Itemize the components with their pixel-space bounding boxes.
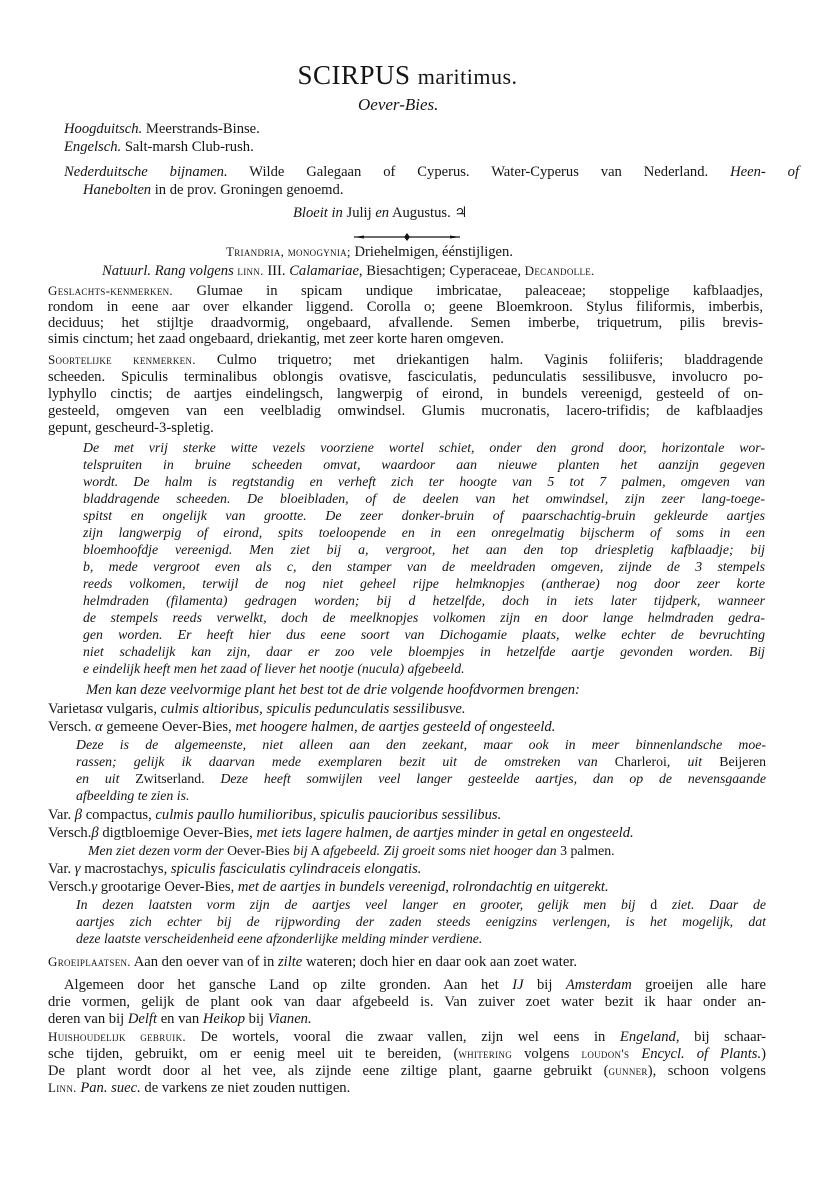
variety-beta-dutch: Versch.β digtbloemige Oever-Bies, met iets lagere halmen, de aartjes minder in getal en ongesteeld. [48,825,634,841]
name-dutch-line2: Hanebolten in de prov. Groningen genoemd. [83,182,344,198]
perennial-symbol: ♃ [454,205,468,221]
description-line: de stempels reeds verwelkt, doch de meelknopjes volkomen zijn en door lange helmdraden gedra- [83,610,765,625]
household-use-line2: sche tijden, gebruikt, om er eenig meel uit te bereiden, (whitering volgens loudon's Encycl. of Plants.) [48,1046,766,1062]
species-characters-line3: lyphyllo cinctis; de aartjes eindelingsch, langwerpig of eirond, in bundels vereenigd, gesteeld of on- [48,386,763,402]
description-line: niet schadelijk kan zijn, daar er zoo vele bloempjes in hetzelfde aartje gevonden worden. Bij [83,644,765,659]
description-line: gen worden. Er heeft hier dus eene soort van Dichogamie plaats, welke echter de bevruchting [83,627,765,642]
description-line: reeds volkomen, terwijl de nog niet geheel rijpe helmknopjes (antherae) nog door zeer korte [83,576,765,591]
description-line: wordt. De halm is regtstandig en verheft zich ter hoogte van 5 tot 7 palmen, omgeven van [83,474,765,489]
variety-gamma-note-line: In dezen laatsten vorm zijn de aartjes veel langer en grooter, gelijk men bij d ziet. Daar de [76,897,766,912]
habitat-line1: Groeiplaatsen. Aan den oever van of in zilte wateren; doch hier en daar ook aan zoet water. [48,954,578,970]
common-name: Oever-Bies. [358,95,439,114]
flowering-time: Bloeit in Julij en Augustus. ♃ [293,205,468,221]
description-line: bladdragende scheeden. De bloeibladen, of de deelen van het omwindsel, zijn zeer lang-toege- [83,491,765,506]
name-english: Engelsch. Salt-marsh Club-rush. [64,139,254,155]
genus-characters-label: Geslachts-kenmerken. [48,283,173,298]
variety-alpha-note-line: Deze is de algemeenste, niet alleen aan den zeekant, maar ook in meer binnenlandsche moe- [76,737,766,752]
variety-alpha-dutch: Versch. α gemeene Oever-Bies, met hoogere halmen, de aartjes gesteeld of ongesteeld. [48,719,556,735]
household-use-line4: Linn. Pan. suec. de varkens ze niet zouden nuttigen. [48,1080,351,1096]
variety-beta-latin: Var. β compactus, culmis paullo humilioribus, spiculis paucioribus sessilibus. [48,807,502,823]
habitat-line2: Algemeen door het gansche Land op zilte gronden. Aan het IJ bij Amsterdam groeijen alle hare [64,977,766,993]
habitat-line3: drie vormen, gelijk de plant ook van daar afgebeeld is. Van zuiver zoet water bezit ik haar onder an- [48,994,766,1010]
classification-line2: Natuurl. Rang volgens linn. III. Calamariae, Biesachtigen; Cyperaceae, Decandolle. [102,263,595,279]
description-line: helmdraden (filamenta) gedragen worden; bij d hetzelfde, doch in iets later tijdperk, wanneer [83,593,765,608]
variety-alpha-note-line: rassen; gelijk ik daarvan mede exemplaren bezit uit de omstreken van Charleroi, uit Beijeren [76,754,766,769]
species-characters-line4: gesteeld, omgeven van een veelbladig omwindsel. Glumis mucronatis, lacero-trifidis; de kafblaadjes [48,403,763,419]
genus-characters-line4: simis cinctum; het zaad ongebaard, driekantig, met zeer korte haren omgeven. [48,331,504,347]
genus-name: SCIRPUS [297,60,411,90]
variety-gamma-dutch: Versch.γ grootarige Oever-Bies, met de aartjes in bundels vereenigd, rolrondachtig en uitgerekt. [48,879,609,895]
household-use-line1: Huishoudelijk gebruik. De wortels, vooral die zwaar vallen, zijn wel eens in Engeland, bij schaar- [48,1029,767,1045]
variety-gamma-note-line: aartjes zich echter bij de rijpwording der zaden steeds eenigzins verlengen, is het mogelijk, dat [76,914,766,929]
habitat-label: Groeiplaatsen. [48,954,131,969]
household-use-line3: De plant wordt door al het vee, als zijnde eene ziltige plant, gaarne gebruikt (gunner), schoon volgens [48,1063,766,1079]
variety-alpha-note-line: afbeelding te zien is. [76,788,190,803]
variety-beta-note: Men ziet dezen vorm der Oever-Bies bij A afgebeeld. Zij groeit soms niet hooger dan 3 palmen. [88,843,615,858]
page-title [0,62,815,89]
genus-characters-line1: Geslachts-kenmerken. Glumae in spicam undique imbricatae, paleaceae; stoppelige kafblaadjes, [48,283,763,299]
description-line: e eindelijk heeft men het zaad of liever het nootje (nucula) afgebeeld. [83,661,465,676]
variety-gamma-note-line: deze laatste verscheidenheid eene afzonderlijke melding minder verdiene. [76,931,483,946]
description-line: De met vrij sterke witte vezels voorziene wortel schiet, onder den grond door, horizontale wor- [83,440,765,455]
variety-alpha-note-line: en uit Zwitserland. Deze heeft somwijlen veel langer gesteelde aartjes, dan op de nevensgaande [76,771,766,786]
name-high-german: Hoogduitsch. Meerstrands-Binse. [64,121,260,137]
description-line: spitst en ongelijk van grootte. De zeer donker-bruin of paarschachtig-bruin gekleurde aartjes [83,508,765,523]
species-characters-line5: gepunt, gescheurd-3-spletig. [48,420,214,436]
description-line: bloemhoofdje vereenigd. Men ziet bij a, vergroot, het aan den top driespletig kafblaadje; bij [83,542,765,557]
description-line: zijn langwerpig of eirond, spits toeloopende en in een onregelmatig bijscherm of soms in een [83,525,765,540]
species-characters-line1: Soortelijke kenmerken. Culmo triquetro; met driekantigen halm. Vaginis foliiferis; bladdragende [48,352,763,368]
genus-characters-line3: deciduus; het stijltje draadvormig, ongebaard, afvallende. Semen imberbe, triquetrum, pilis brevis- [48,315,763,331]
variety-gamma-latin: Var. γ macrostachys, spiculis fasciculatis cylindraceis elongatis. [48,861,422,877]
description-line: telspruiten in bruine scheeden omvat, waardoor aan nieuwe planten het aanzijn gegeven [83,457,765,472]
species-characters-line2: scheeden. Spiculis terminalibus oblongis ovatisve, fasciculatis, pedunculatis sessilibusve, involucro po- [48,369,763,385]
species-characters-label: Soortelijke kenmerken. [48,352,196,367]
description-line: b, mede vergroot even als c, den stamper van de meeldraden omgeven, zijnde de 3 stempels [83,559,765,574]
name-dutch-line1: Nederduitsche bijnamen. Wilde Galegaan of Cyperus. Water-Cyperus van Nederland. Heen- of [64,164,799,180]
forms-intro: Men kan deze veelvormige plant het best tot de drie volgende hoofdvormen brengen: [86,682,580,698]
ornamental-divider [352,233,462,241]
household-use-label: Huishoudelijk gebruik. [48,1029,186,1044]
habitat-line4: deren van bij Delft en van Heikop bij Vianen. [48,1011,312,1027]
variety-alpha-latin: Varietasα vulgaris, culmis altioribus, spiculis pedunculatis sessilibusve. [48,701,466,717]
genus-characters-line2: rondom in eene aar over elkander liggend. Corolla o; geene Bloemkroon. Stylus filiformis, imberbis, [48,299,763,315]
classification-line1: Triandria, monogynia; Driehelmigen, éénstijligen. [226,244,513,260]
species-name: maritimus. [417,64,518,89]
